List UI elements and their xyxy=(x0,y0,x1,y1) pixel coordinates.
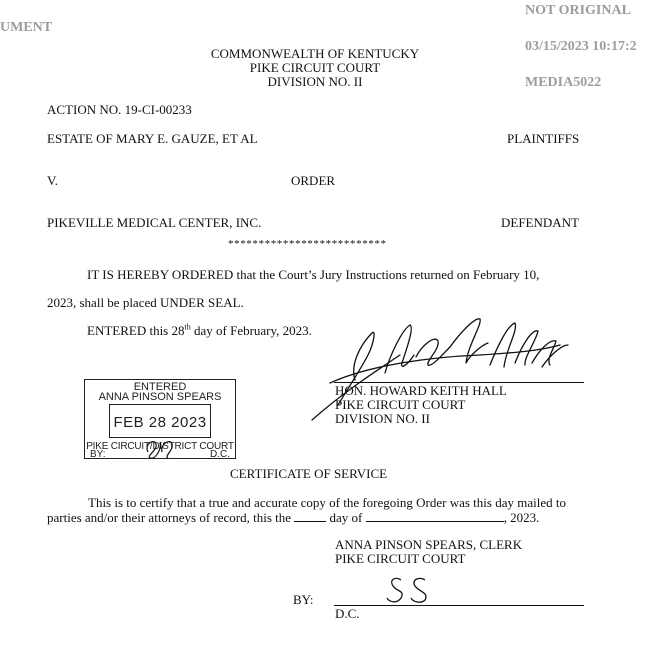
judge-court: PIKE CIRCUIT COURT xyxy=(335,397,466,412)
watermark-left: UMENT xyxy=(0,20,53,35)
stamp-initials-icon xyxy=(140,434,180,460)
caption-court: PIKE CIRCUIT COURT xyxy=(249,60,381,75)
order-text-line1: IT IS HEREBY ORDERED that the Court’s Jury Instructions returned on February 10, xyxy=(87,267,540,282)
dc-label: D.C. xyxy=(335,606,360,621)
stamp-dc: D.C. xyxy=(210,449,230,460)
entered-stamp xyxy=(84,379,236,459)
by-label: BY: xyxy=(293,592,314,607)
document-title: ORDER xyxy=(291,173,336,188)
watermark-timestamp: 03/15/2023 10:17:2 xyxy=(525,39,637,54)
stamp-by: BY: xyxy=(90,449,106,460)
plaintiff-name: ESTATE OF MARY E. GAUZE, ET AL xyxy=(47,131,258,146)
stamp-entered: ENTERED xyxy=(133,381,187,393)
order-text-line2: 2023, shall be placed UNDER SEAL. xyxy=(47,295,244,310)
judge-division: DIVISION NO. II xyxy=(335,411,430,426)
entered-date-line: ENTERED this 28th day of February, 2023. xyxy=(87,322,312,338)
month-blank xyxy=(366,509,504,522)
defendant-name: PIKEVILLE MEDICAL CENTER, INC. xyxy=(47,215,262,230)
action-number: ACTION NO. 19-CI-00233 xyxy=(47,102,192,117)
versus: V. xyxy=(47,173,58,188)
clerk-court: PIKE CIRCUIT COURT xyxy=(335,551,466,566)
watermark-media: MEDIA5022 xyxy=(525,75,602,90)
clerk-name: ANNA PINSON SPEARS, CLERK xyxy=(335,537,523,552)
deputy-initials-icon xyxy=(385,574,437,606)
stamp-date-box xyxy=(109,404,211,438)
defendant-role: DEFENDANT xyxy=(501,215,579,230)
certificate-title: CERTIFICATE OF SERVICE xyxy=(230,466,388,481)
separator: ************************** xyxy=(228,238,387,250)
judge-name: HON. HOWARD KEITH HALL xyxy=(335,383,507,398)
stamp-court: PIKE CIRCUIT/DISTRICT COURT xyxy=(86,441,234,452)
certificate-line2: parties and/or their attorneys of record, this the day of , 2023. xyxy=(47,510,540,525)
day-blank xyxy=(294,509,326,522)
caption-commonwealth: COMMONWEALTH OF KENTUCKY xyxy=(210,46,420,61)
watermark-status: NOT ORIGINAL xyxy=(525,3,631,18)
stamp-date: FEB 28 2023 xyxy=(113,414,207,431)
caption-division: DIVISION NO. II xyxy=(267,74,363,89)
deputy-signature-line xyxy=(334,605,584,606)
stamp-clerk: ANNA PINSON SPEARS xyxy=(98,391,222,403)
certificate-line1: This is to certify that a true and accurate copy of the foregoing Order was this day mailed to xyxy=(88,495,566,510)
plaintiff-role: PLAINTIFFS xyxy=(507,131,580,146)
